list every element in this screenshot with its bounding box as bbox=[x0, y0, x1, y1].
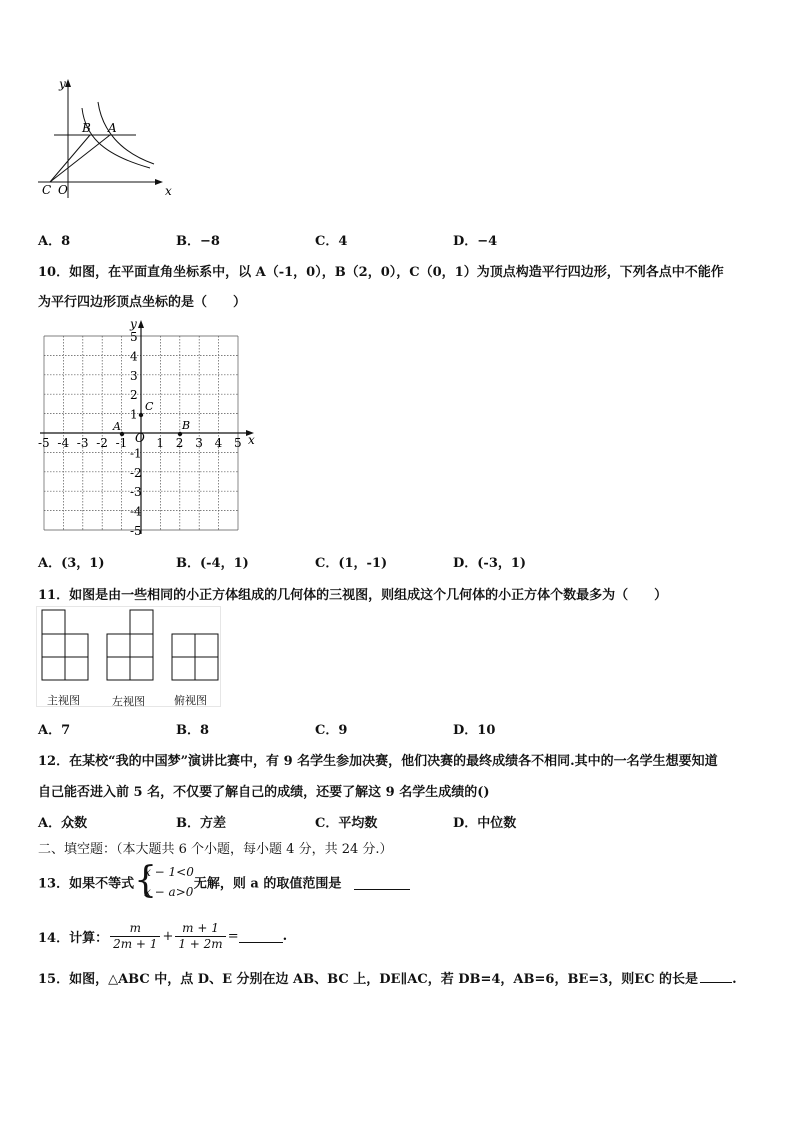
grid-x-tick: -2 bbox=[96, 436, 108, 450]
point-c-label: C bbox=[145, 400, 154, 413]
label-a: A bbox=[108, 121, 117, 135]
front-view-label: 主视图 bbox=[47, 694, 80, 707]
q12-option-a[interactable]: A．众数 bbox=[38, 816, 88, 831]
grid-y-tick: 5 bbox=[130, 330, 138, 344]
q15-answer-blank[interactable] bbox=[700, 970, 732, 983]
point-a-label: A bbox=[113, 420, 121, 433]
q11-option-b[interactable]: B．8 bbox=[176, 723, 210, 738]
q10-text-line2: 为平行四边形顶点坐标的是（ ） bbox=[38, 295, 247, 310]
label-o: O bbox=[58, 183, 68, 197]
q13-inequality-1: x − 1<0 bbox=[144, 865, 194, 879]
q14-answer-blank[interactable] bbox=[239, 930, 283, 943]
q12-option-d[interactable]: D．中位数 bbox=[453, 816, 517, 831]
curve-inner bbox=[82, 108, 150, 168]
q13-inequality-2: x − a>0 bbox=[144, 885, 194, 899]
grid-x-tick: -4 bbox=[57, 436, 70, 450]
q10-option-b[interactable]: B．(-4，1) bbox=[176, 556, 249, 571]
q13-suffix: 无解，则 a 的取值范围是 bbox=[193, 876, 342, 892]
q11-text: 11．如图是由一些相同的小正方体组成的几何体的三视图，则组成这个几何体的小正方体个数最多为（ ） bbox=[38, 588, 668, 603]
segment-cb bbox=[50, 135, 90, 182]
grid-x-tick: 3 bbox=[195, 436, 203, 450]
grid-y-tick: 3 bbox=[130, 368, 138, 383]
point-b-label: B bbox=[182, 419, 191, 432]
label-x: x bbox=[165, 184, 172, 198]
grid-y-label: y bbox=[130, 317, 137, 331]
q12-text-line1: 12．在某校“我的中国梦”演讲比赛中，有 9 名学生参加决赛，他们决赛的最终成绩各不相同.其中的一名学生想要知道 bbox=[38, 754, 718, 769]
grid-x-tick: -3 bbox=[76, 436, 89, 450]
q11-option-c[interactable]: C．9 bbox=[315, 723, 348, 738]
grid-origin-label: O bbox=[135, 431, 145, 445]
q15-text: 15．如图，△ABC 中，点 D、E 分别在边 AB、BC 上，DE∥AC，若 DB=4，AB=6，BE=3，则EC 的长是 bbox=[38, 972, 699, 987]
x-axis-arrow-icon bbox=[155, 179, 163, 185]
q13-inequality-system bbox=[134, 862, 194, 902]
q9-option-c[interactable]: C．4 bbox=[315, 234, 348, 249]
q13-row bbox=[38, 862, 410, 902]
q9-figure bbox=[30, 72, 180, 200]
q10-coordinate-grid bbox=[30, 316, 265, 544]
grid-x-tick: 2 bbox=[175, 436, 184, 450]
point-c bbox=[139, 413, 143, 417]
q9-option-a[interactable]: A．8 bbox=[38, 234, 71, 249]
q14-plus: + bbox=[162, 929, 174, 944]
grid-y-tick: -4 bbox=[130, 504, 142, 519]
grid-y-tick: -1 bbox=[130, 446, 142, 461]
grid-y-tick: 1 bbox=[130, 407, 138, 422]
q10-option-c[interactable]: C．(1，-1) bbox=[315, 556, 388, 571]
q14-fraction-2: $\frac{m + 1}{1 + 2m}$ bbox=[175, 921, 225, 952]
q14-fraction-1: $\frac{m}{2m + 1}$ bbox=[110, 921, 160, 952]
grid-y-tick: -5 bbox=[130, 524, 142, 538]
y-axis-arrow-icon bbox=[65, 79, 71, 87]
q10-text-line1: 10．如图，在平面直角坐标系中，以 A（-1，0），B（2，0），C（0，1）为顶点构造平行四边形，下列各点中不能作 bbox=[38, 265, 724, 280]
grid-x-tick: 5 bbox=[234, 436, 242, 450]
q12-option-c[interactable]: C．平均数 bbox=[315, 816, 378, 831]
curve-outer bbox=[98, 102, 154, 164]
grid-y-tick: 4 bbox=[130, 349, 138, 364]
q12-text-line2: 自己能否进入前 5 名，不仅要了解自己的成绩，还要了解这 9 名学生成绩的() bbox=[38, 785, 490, 800]
left-view-label: 左视图 bbox=[112, 695, 145, 708]
grid-y-tick: 2 bbox=[130, 388, 138, 403]
q10-option-a[interactable]: A．(3，1) bbox=[38, 556, 105, 571]
segment-ca bbox=[50, 135, 110, 182]
top-view bbox=[172, 634, 218, 680]
q9-option-b[interactable]: B．−8 bbox=[176, 234, 220, 249]
q11-option-a[interactable]: A．7 bbox=[38, 723, 71, 738]
grid-x-tick: -1 bbox=[115, 436, 128, 450]
grid-x-tick: -5 bbox=[38, 436, 50, 450]
q14-prefix: 14．计算： bbox=[38, 931, 109, 946]
y-axis-arrow-icon bbox=[138, 320, 144, 328]
q10-option-d[interactable]: D．(-3，1) bbox=[453, 556, 527, 571]
q15-row: 15．如图，△ABC 中，点 D、E 分别在边 AB、BC 上，DE∥AC，若 DB=4，AB=6，BE=3，则EC 的长是 . bbox=[38, 972, 737, 987]
section-2-heading: 二、填空题：（本大题共 6 个小题，每小题 4 分，共 24 分.） bbox=[38, 842, 393, 857]
front-view bbox=[42, 610, 88, 680]
point-b bbox=[178, 432, 182, 436]
q14-row: 14．计算： $\frac{m}{2m + 1}$ + $\frac{m + 1}{1 + 2m}$ = . bbox=[38, 921, 288, 951]
top-view-label: 俯视图 bbox=[174, 694, 207, 707]
q14-equals: = bbox=[227, 929, 239, 944]
grid-y-tick: -2 bbox=[130, 465, 142, 480]
q11-option-d[interactable]: D．10 bbox=[453, 723, 496, 738]
q12-option-b[interactable]: B．方差 bbox=[176, 816, 226, 831]
label-c: C bbox=[42, 183, 52, 197]
q13-prefix: 13．如果不等式 bbox=[38, 876, 135, 892]
q13-answer-blank[interactable] bbox=[354, 875, 410, 890]
grid-x-tick: 4 bbox=[214, 436, 223, 450]
brace-icon: { bbox=[134, 860, 157, 901]
q9-option-d[interactable]: D．−4 bbox=[453, 234, 498, 249]
left-view bbox=[107, 610, 153, 680]
label-y: y bbox=[59, 77, 66, 91]
label-b: B bbox=[82, 121, 91, 135]
grid-y-tick: -3 bbox=[130, 485, 142, 500]
grid-x-label: x bbox=[248, 433, 255, 447]
grid-x-tick: 1 bbox=[156, 436, 165, 450]
